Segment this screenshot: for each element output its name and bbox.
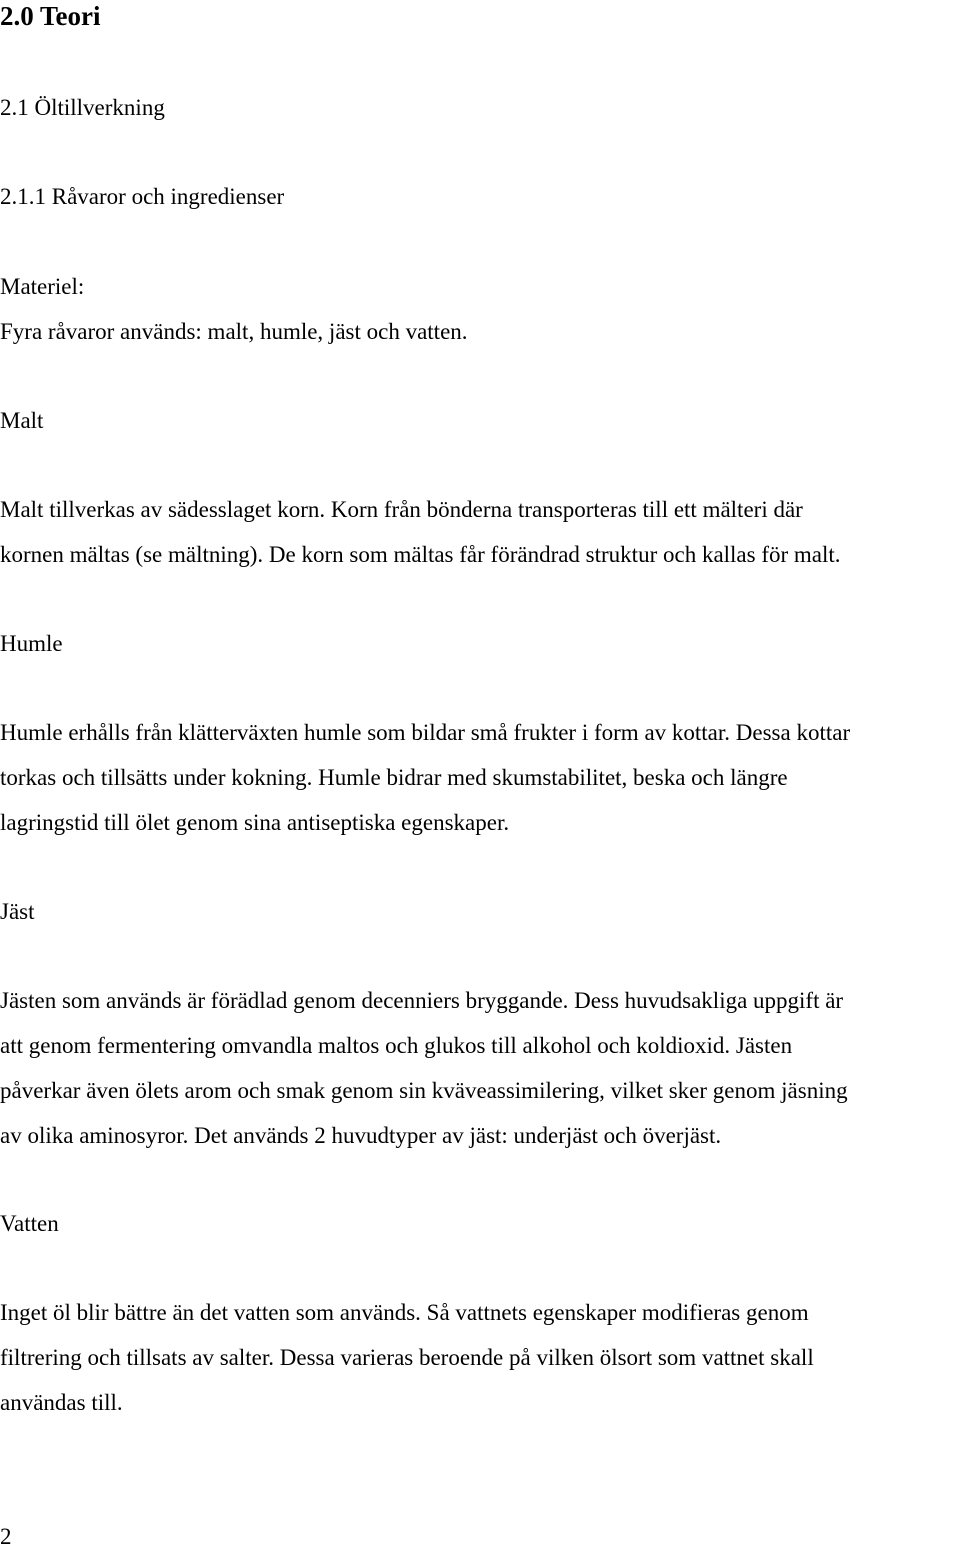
vatten-heading: Vatten [0, 1211, 59, 1236]
malt-paragraph-line: kornen mältas (se mältning). De korn som mältas får förändrad struktur och kallas för malt. [0, 542, 841, 567]
jast-paragraph-line: påverkar även ölets arom och smak genom sin kväveassimilering, vilket sker genom jäsning [0, 1078, 848, 1103]
malt-heading: Malt [0, 408, 44, 433]
subsection-heading: 2.1.1 Råvaror och ingredienser [0, 184, 285, 209]
chapter-heading: 2.0 Teori [0, 1, 101, 31]
humle-paragraph-line: Humle erhålls från klätterväxten humle som bildar små frukter i form av kottar. Dessa kottar [0, 720, 851, 745]
jast-paragraph-line: Jästen som används är förädlad genom decenniers bryggande. Dess huvudsakliga uppgift är [0, 988, 844, 1013]
humle-paragraph-line: torkas och tillsätts under kokning. Humle bidrar med skumstabilitet, beska och längre [0, 765, 788, 790]
humle-heading: Humle [0, 631, 63, 656]
jast-heading: Jäst [0, 899, 35, 924]
vatten-paragraph-line: filtrering och tillsats av salter. Dessa varieras beroende på vilken ölsort som vattnet skall [0, 1345, 814, 1370]
jast-paragraph-line: av olika aminosyror. Det används 2 huvudtyper av jäst: underjäst och överjäst. [0, 1123, 722, 1148]
vatten-paragraph-line: Inget öl blir bättre än det vatten som används. Så vattnets egenskaper modifieras genom [0, 1300, 809, 1325]
humle-paragraph-line: lagringstid till ölet genom sina antiseptiska egenskaper. [0, 810, 510, 835]
materiel-label: Materiel: [0, 274, 85, 299]
materiel-text: Fyra råvaror används: malt, humle, jäst och vatten. [0, 319, 468, 344]
malt-paragraph-line: Malt tillverkas av sädesslaget korn. Korn från bönderna transporteras till ett mälteri där [0, 497, 803, 522]
vatten-paragraph-line: användas till. [0, 1390, 123, 1415]
jast-paragraph-line: att genom fermentering omvandla maltos och glukos till alkohol och koldioxid. Jästen [0, 1033, 793, 1058]
section-heading: 2.1 Öltillverkning [0, 95, 165, 120]
page-number: 2 [0, 1524, 12, 1549]
